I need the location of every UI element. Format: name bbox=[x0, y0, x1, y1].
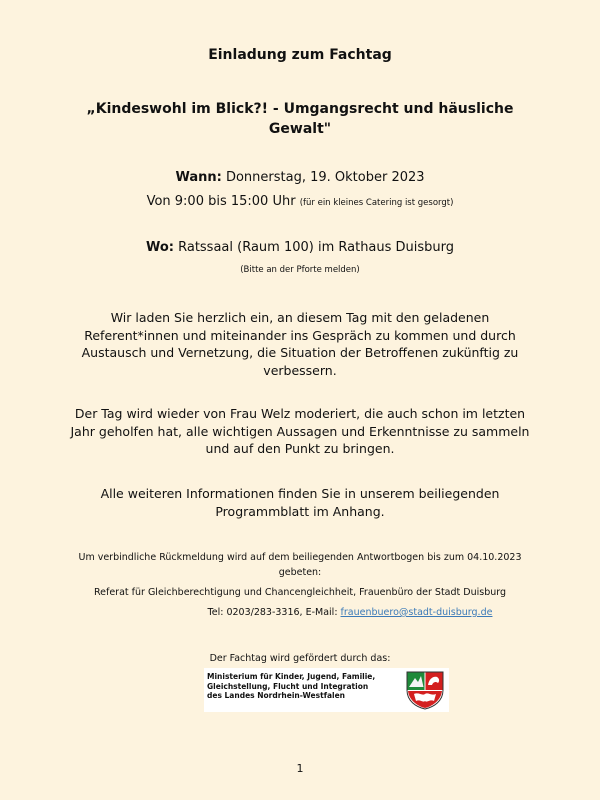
event-date bbox=[0, 170, 600, 185]
location-note: (Bitte an der Pforte melden) bbox=[240, 265, 360, 275]
email-link[interactable]: frauenbuero@stadt-duisburg.de bbox=[340, 607, 493, 618]
event-time bbox=[0, 194, 600, 209]
event-subtitle: „Kindeswohl im Blick?! - Umgangsrecht und häusliche Gewalt" bbox=[86, 101, 514, 137]
catering-note: (für ein kleines Catering ist gesorgt) bbox=[299, 198, 454, 208]
page-number: 1 bbox=[296, 762, 304, 775]
ministry-logo bbox=[204, 668, 449, 712]
ministry-name-line: Ministerium für Kinder, Jugend, Familie, bbox=[207, 672, 376, 681]
nrw-coat-of-arms-icon bbox=[404, 670, 446, 710]
reply-note: Um verbindliche Rückmeldung wird auf dem beiliegenden Antwortbogen bis zum 04.10.2023 gebeten: bbox=[78, 552, 522, 578]
date-text: Donnerstag, 19. Oktober 2023 bbox=[221, 170, 425, 185]
invitation-paragraph: Wir laden Sie herzlich ein, an diesem Tag mit den geladenen Referent*innen und miteinander ins Gespräch zu kommen und durch Austausch und Vernetzung, die Situation der Betroffenen zukünftig zu verbessern. bbox=[81, 310, 519, 378]
when-label: Wann: bbox=[175, 170, 222, 185]
funded-by-text: Der Fachtag wird gefördert durch das: bbox=[209, 653, 391, 664]
office-name: Referat für Gleichberechtigung und Chancengleichheit, Frauenbüro der Stadt Duisburg bbox=[93, 587, 507, 598]
ministry-name bbox=[207, 672, 397, 701]
ministry-name-line: Gleichstellung, Flucht und Integration bbox=[207, 681, 369, 691]
ministry-name-line: des Landes Nordrhein-Westfalen bbox=[207, 691, 346, 700]
moderator-paragraph: Der Tag wird wieder von Frau Welz moderiert, die auch schon im letzten Jahr geholfen hat, alle wichtigen Aussagen und Erkenntnisse zu sammeln und auf den Punkt zu bringen. bbox=[70, 406, 530, 456]
event-location bbox=[0, 240, 600, 255]
location-text: Ratssaal (Raum 100) im Rathaus Duisburg bbox=[173, 240, 455, 255]
time-text: Von 9:00 bis 15:00 Uhr bbox=[146, 194, 296, 209]
info-paragraph: Alle weiteren Informationen finden Sie in unserem beiliegenden Programmblatt im Anhang. bbox=[100, 486, 500, 519]
where-label: Wo: bbox=[145, 240, 174, 255]
contact-line bbox=[100, 607, 600, 618]
contact-phone: Tel: 0203/283-3316, E-Mail: bbox=[207, 607, 341, 618]
document-title: Einladung zum Fachtag bbox=[208, 47, 392, 63]
